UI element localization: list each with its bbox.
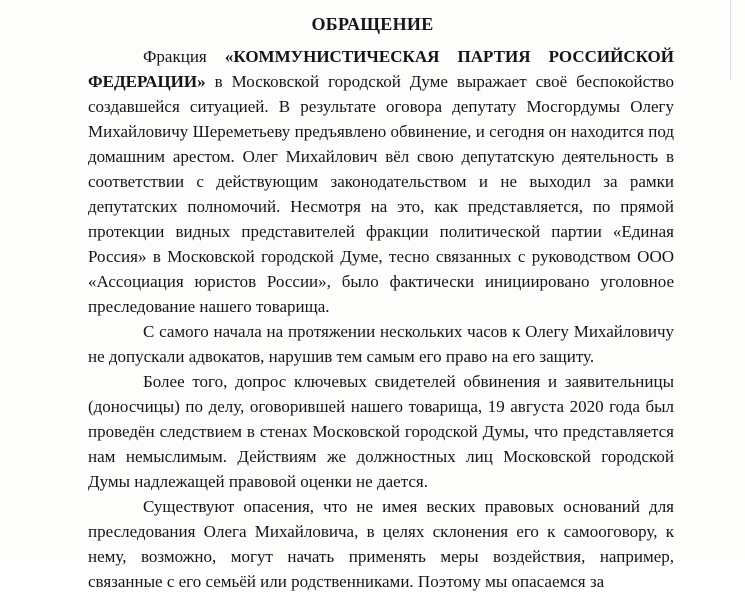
document-title: ОБРАЩЕНИЕ xyxy=(311,14,434,34)
page-edge-mark xyxy=(730,0,745,80)
paragraph-1 xyxy=(88,44,674,319)
paragraph-3: Более того, допрос ключевых свидетелей обвинения и заявительницы (доносчицы) по делу, оговорившей нашего товарища, 19 августа 2020 года был проведён следствием в стенах Московской городской Думы, что представляется нам немыслимым. Действиям же должностных лиц Московской городской Думы надлежащей правовой оценки не дается. xyxy=(88,372,674,491)
paragraph-2: С самого начала на протяжении нескольких часов к Олегу Михайловичу не допускали адвокатов, нарушив тем самым его право на его защиту. xyxy=(88,322,674,366)
paragraph-4: Существуют опасения, что не имея веских правовых оснований для преследования Олега Михайловича, в целях склонения его к самооговору, к нему, возможно, могут начать применять меры воздействия, например, связанные с его семьёй или родственниками. Поэтому мы опасаемся за xyxy=(88,497,674,591)
paragraph-1-text: в Московской городской Думе выражает своё беспокойство создавшейся ситуацией. В результате оговора депутату Мосгордумы Олегу Михайловичу Шереметьеву предъявлено обвинение, и сегодня он находится под домашним арестом. Олег Михайлович вёл свою депутатскую деятельность в соответствии с действующим законодательством и не выходил за рамки депутатских полномочий. Несмотря на это, как представляется, по прямой протекции видных представителей фракции политической партии «Единая Россия» в Московской городской Думе, тесно связанных с руководством ООО «Ассоциация юристов России», было фактически инициировано уголовное преследование нашего товарища. xyxy=(88,72,674,316)
paragraph-1-start: Фракция xyxy=(143,47,225,66)
document-body xyxy=(88,44,674,594)
party-name: «КОММУНИСТИЧЕСКАЯ ПАРТИЯ РОССИЙСКОЙ ФЕДЕРАЦИИ» xyxy=(88,47,674,91)
